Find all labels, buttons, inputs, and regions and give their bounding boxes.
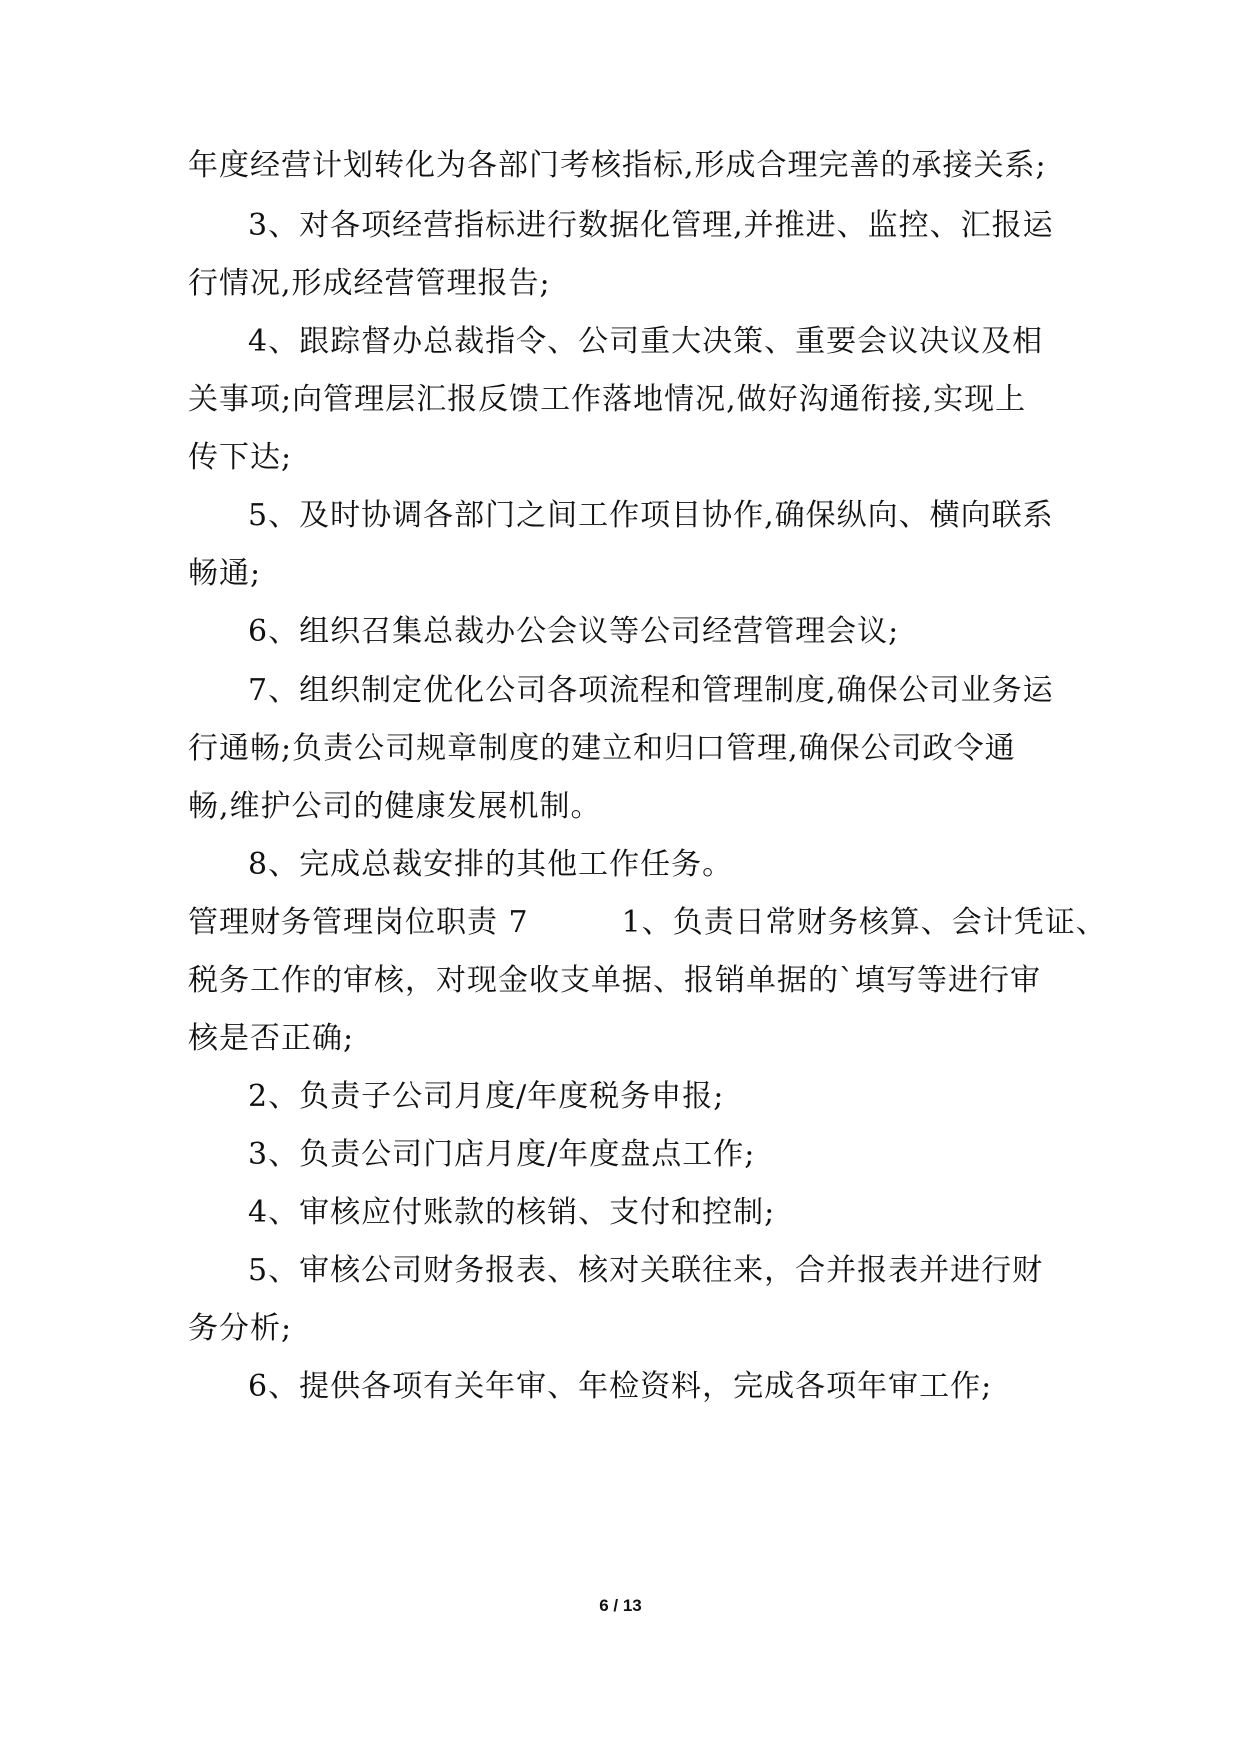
text-line: 3、负责公司门店月度/年度盘点工作;	[248, 1137, 756, 1172]
text-line: 税务工作的审核，对现金收支单据、报销单据的`填写等进行审	[188, 963, 1041, 998]
text-line: 务分析;	[188, 1311, 293, 1346]
text-line: 5、审核公司财务报表、核对关联往来，合并报表并进行财	[248, 1253, 1044, 1288]
text-line: 年度经营计划转化为各部门考核指标,形成合理完善的承接关系;	[188, 148, 1047, 183]
text-line: 3、对各项经营指标进行数据化管理,并推进、监控、汇报运	[248, 208, 1054, 243]
text-line: 管理财务管理岗位职责 7 1、负责日常财务核算、会计凭证、	[188, 905, 1107, 940]
page-number: 6 / 13	[599, 1596, 642, 1615]
text-line: 关事项;向管理层汇报反馈工作落地情况,做好沟通衔接,实现上	[188, 382, 1027, 417]
text-line: 5、及时协调各部门之间工作项目协作,确保纵向、横向联系	[248, 498, 1054, 533]
text-line: 行情况,形成经营管理报告;	[188, 266, 551, 301]
text-line: 7、组织制定优化公司各项流程和管理制度,确保公司业务运	[248, 673, 1054, 708]
text-line: 4、跟踪督办总裁指令、公司重大决策、重要会议决议及相	[248, 324, 1044, 359]
text-line: 核是否正确;	[188, 1021, 355, 1056]
text-line: 8、完成总裁安排的其他工作任务。	[248, 847, 734, 882]
text-line: 传下达;	[188, 440, 293, 475]
text-line: 2、负责子公司月度/年度税务申报;	[248, 1079, 725, 1114]
text-line: 6、提供各项有关年审、年检资料，完成各项年审工作;	[248, 1369, 993, 1404]
text-line: 行通畅;负责公司规章制度的建立和归口管理,确保公司政令通	[188, 731, 1016, 766]
text-line: 畅通;	[188, 556, 262, 591]
text-line: 畅,维护公司的健康发展机制。	[188, 789, 602, 824]
text-line: 4、审核应付账款的核销、支付和控制;	[248, 1195, 776, 1230]
text-line: 6、组织召集总裁办公会议等公司经营管理会议;	[248, 614, 900, 649]
